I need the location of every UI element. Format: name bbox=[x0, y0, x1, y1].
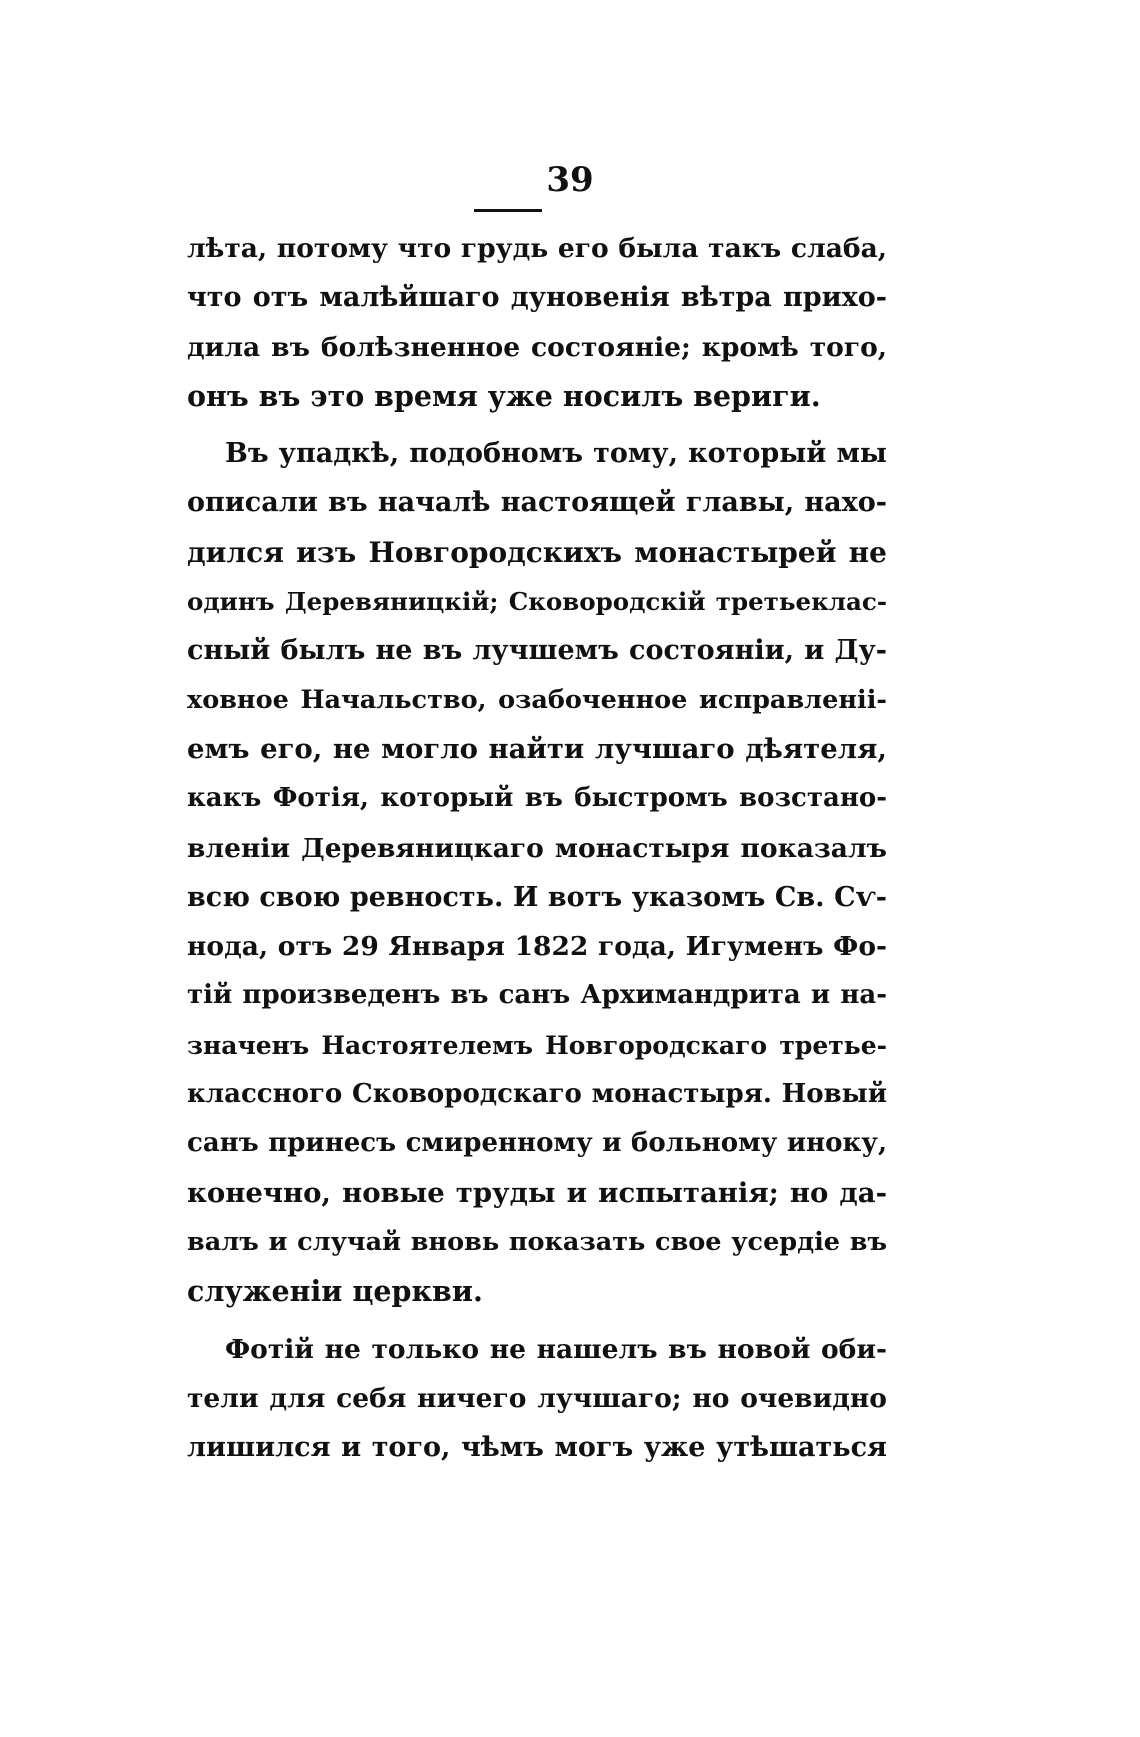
page-number: 39 bbox=[546, 160, 594, 200]
text-line: тій произведенъ въ санъ Архимандрита и на- bbox=[187, 980, 887, 1011]
text-line: сный былъ не въ лучшемъ состояніи, и Ду- bbox=[187, 635, 887, 667]
text-line: дила въ болѣзненное состояніе; кромѣ того, bbox=[187, 331, 887, 363]
text-line: что отъ малѣйшаго дуновенія вѣтра прихо- bbox=[187, 282, 887, 314]
text-line: описали въ началѣ настоящей главы, нахо- bbox=[187, 487, 887, 519]
text-line: валъ и случай вновь показать свое усердіе въ bbox=[187, 1226, 887, 1257]
text-line: тели для себя ничего лучшаго; но очевидно bbox=[187, 1382, 887, 1414]
text-line: всю свою ревность. И вотъ указомъ Св. Сѵ- bbox=[187, 881, 887, 913]
text-line: лѣта, потому что грудь его была такъ слаба, bbox=[187, 233, 887, 264]
text-line: нода, отъ 29 Января 1822 года, Игуменъ Фо- bbox=[187, 931, 887, 963]
paragraph-gap bbox=[187, 1317, 887, 1325]
text-line: Въ упадкѣ, подобномъ тому, который мы bbox=[225, 438, 887, 470]
paragraph bbox=[187, 1325, 887, 1473]
paragraph bbox=[187, 224, 887, 421]
paragraph-gap bbox=[187, 421, 887, 429]
text-line: вленіи Деревяницкаго монастыря показалъ bbox=[187, 832, 887, 864]
text-line: Фотій не только не нашелъ въ новой оби- bbox=[225, 1333, 887, 1365]
text-line: какъ Фотія, который въ быстромъ возстано- bbox=[187, 783, 887, 814]
text-line: онъ въ это время уже носилъ вериги. bbox=[187, 378, 821, 413]
text-line: лишился и того, чѣмъ могъ уже утѣшаться bbox=[187, 1432, 887, 1464]
text-line: ховное Начальство, озабоченное исправленіі- bbox=[187, 684, 887, 715]
text-line: дился изъ Новгородскихъ монастырей не bbox=[187, 535, 887, 569]
text-line: конечно, новые труды и испытанія; но да- bbox=[187, 1176, 887, 1209]
text-line: одинъ Деревяницкій; Сковородскій третьеклас- bbox=[187, 587, 887, 617]
text-line: значенъ Настоятелемъ Новгородскаго третье- bbox=[187, 1030, 887, 1060]
page-number-rule bbox=[474, 209, 542, 212]
paragraph bbox=[187, 429, 887, 1316]
text-line: классного Сковородскаго монастыря. Новый bbox=[187, 1079, 887, 1110]
text-line: санъ принесъ смиренному и больному иноку, bbox=[187, 1128, 887, 1159]
text-line: емъ его, не могло найти лучшаго дѣятеля, bbox=[187, 732, 887, 765]
body-text bbox=[187, 224, 887, 1472]
text-line: служеніи церкви. bbox=[187, 1274, 483, 1309]
